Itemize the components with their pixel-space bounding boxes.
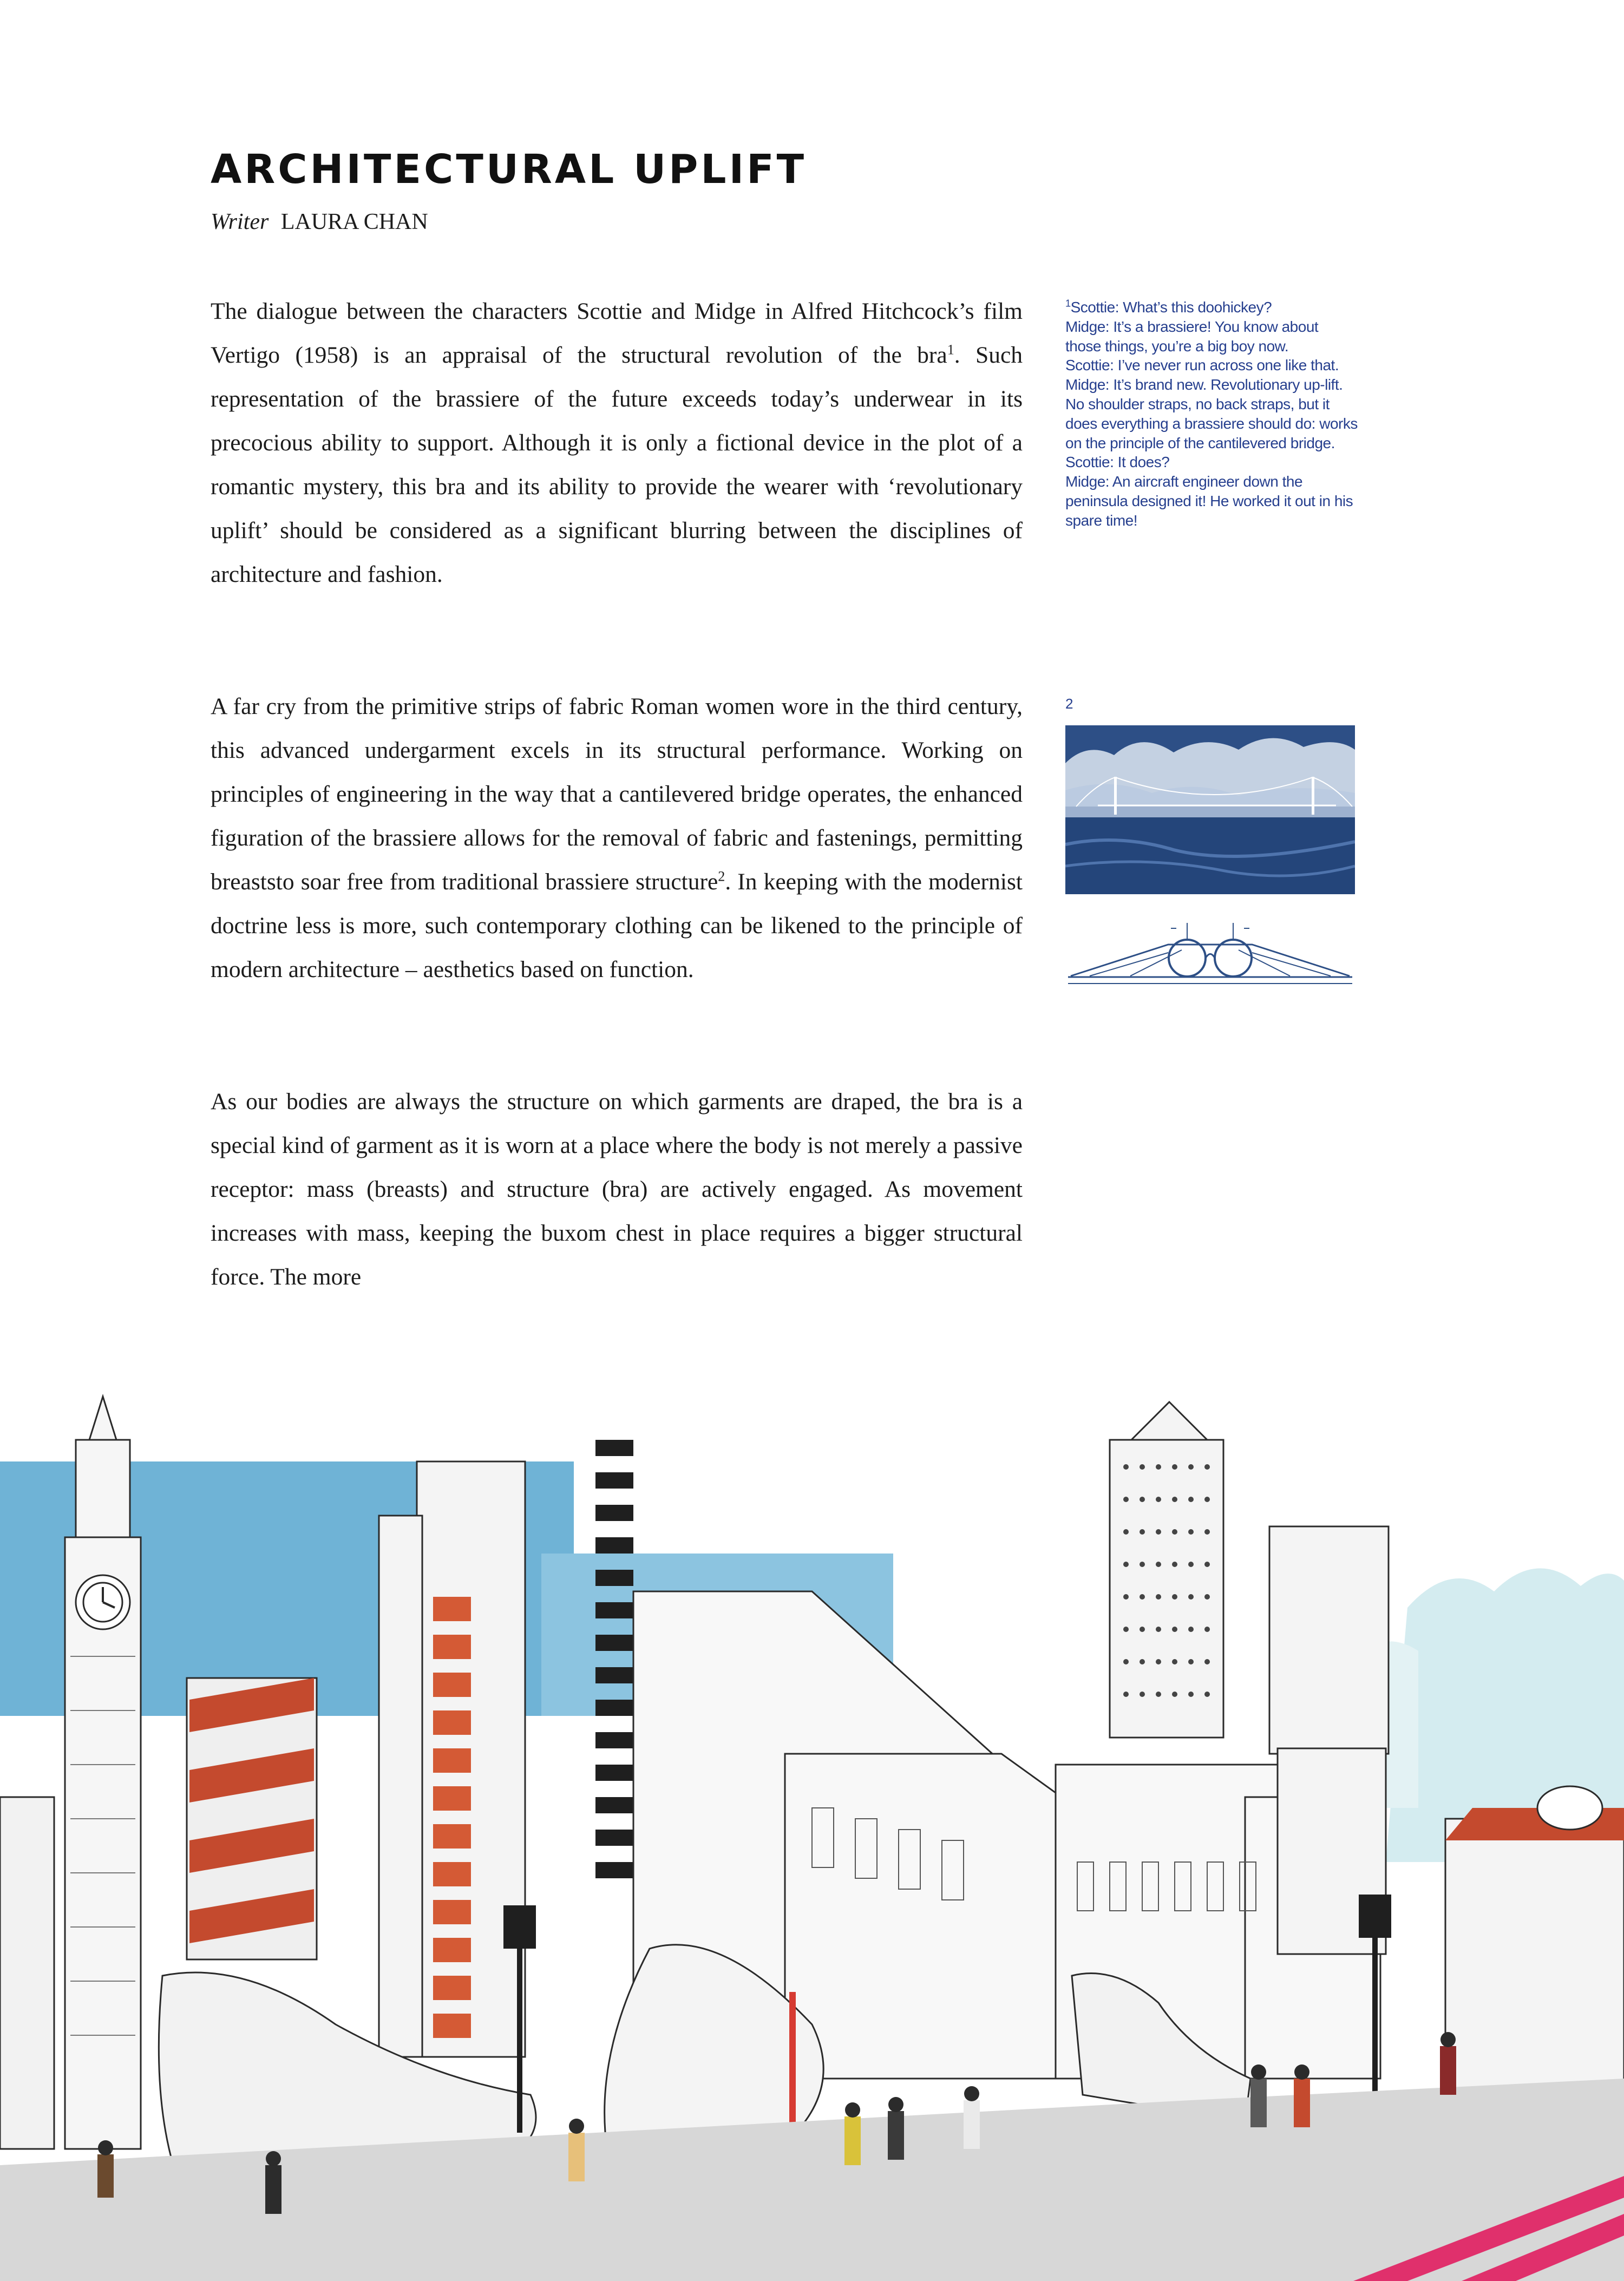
clock-tower: [65, 1397, 141, 2149]
footnote-line: Midge: It’s brand new. Revolutionary up-lift. No shoulder straps, no back straps, but it does everything a brassiere should do: works on the principle of the cantilevered bridge.: [1065, 376, 1358, 451]
footnote-line: Midge: It’s a brassiere! You know about those things, you’re a big boy now.: [1065, 318, 1319, 355]
footnote-1: [1065, 298, 1358, 530]
bridge-diagram: [1065, 912, 1355, 991]
footnote-ref-1: 1: [947, 342, 954, 358]
body-paragraph-1: [211, 290, 1023, 644]
footnote-line: $^1$Scottie: What’s this doohickey?: [1065, 298, 1272, 316]
footnote-2-marker: 2: [1065, 696, 1073, 712]
byline-role: Writer: [211, 209, 269, 234]
paragraph-2-text-a: A far cry from the primitive strips of fabric Roman women wore in the third century, this advanced undergarment excels in its structural performance. Working on principles of engineering in the way that a cantilevered bridge operates, the enhanced figuration of the brassiere allows for the removal of fabric and fastenings, permitting breaststo soar free from traditional brassiere structure: [211, 693, 1023, 895]
body-paragraph-3: As our bodies are always the structure on which garments are draped, the bra is a special kind of garment as it is worn at a place where the body is not merely a passive receptor: mass (breasts) and structure (bra) are actively engaged. As movement increases with mass, keeping the buxom chest in place requires a bigger structural force. The more: [211, 1089, 1023, 1290]
body-paragraph-2: [211, 685, 1023, 1039]
byline: [211, 209, 428, 235]
domed-building: [1445, 1786, 1624, 2089]
footnote-line: Scottie: I’ve never run across one like that.: [1065, 357, 1339, 374]
paragraph-1-text-b: . Such representation of the brassiere of the future exceeds today’s underwear in its precocious ability to support. Although it is only a fictional device in the plot of a romantic mystery, this bra and its ability to provide the wearer with ‘revolutionary uplift’ should be considered as a significant blurring between the disciplines of architecture and fashion.: [211, 342, 1023, 587]
paragraph-1-text-a: The dialogue between the characters Scottie and Midge in Alfred Hitchcock’s film Vertigo (1958) is an appraisal of the structural revolution of the bra: [211, 298, 1023, 368]
footnote-line: Scottie: It does?: [1065, 454, 1170, 471]
footnote-1-marker: 1: [1065, 298, 1071, 309]
footnote-line: Midge: An aircraft engineer down the peninsula designed it! He worked it out in his spare time!: [1065, 473, 1353, 529]
london-skyline-illustration: [0, 1375, 1624, 2281]
paragraph-2-text-b: . In keeping with the modernist doctrine less is more, such contemporary clothing can be likened to the principle of modern architecture – aesthetics based on function.: [211, 869, 1023, 982]
spiral-tower: [187, 1678, 317, 1959]
article-title: ARCHITECTURAL UPLIFT: [211, 146, 807, 193]
bridge-photo: [1065, 725, 1355, 894]
byline-name: LAURA CHAN: [280, 209, 428, 234]
footnote-ref-2: 2: [718, 868, 725, 884]
